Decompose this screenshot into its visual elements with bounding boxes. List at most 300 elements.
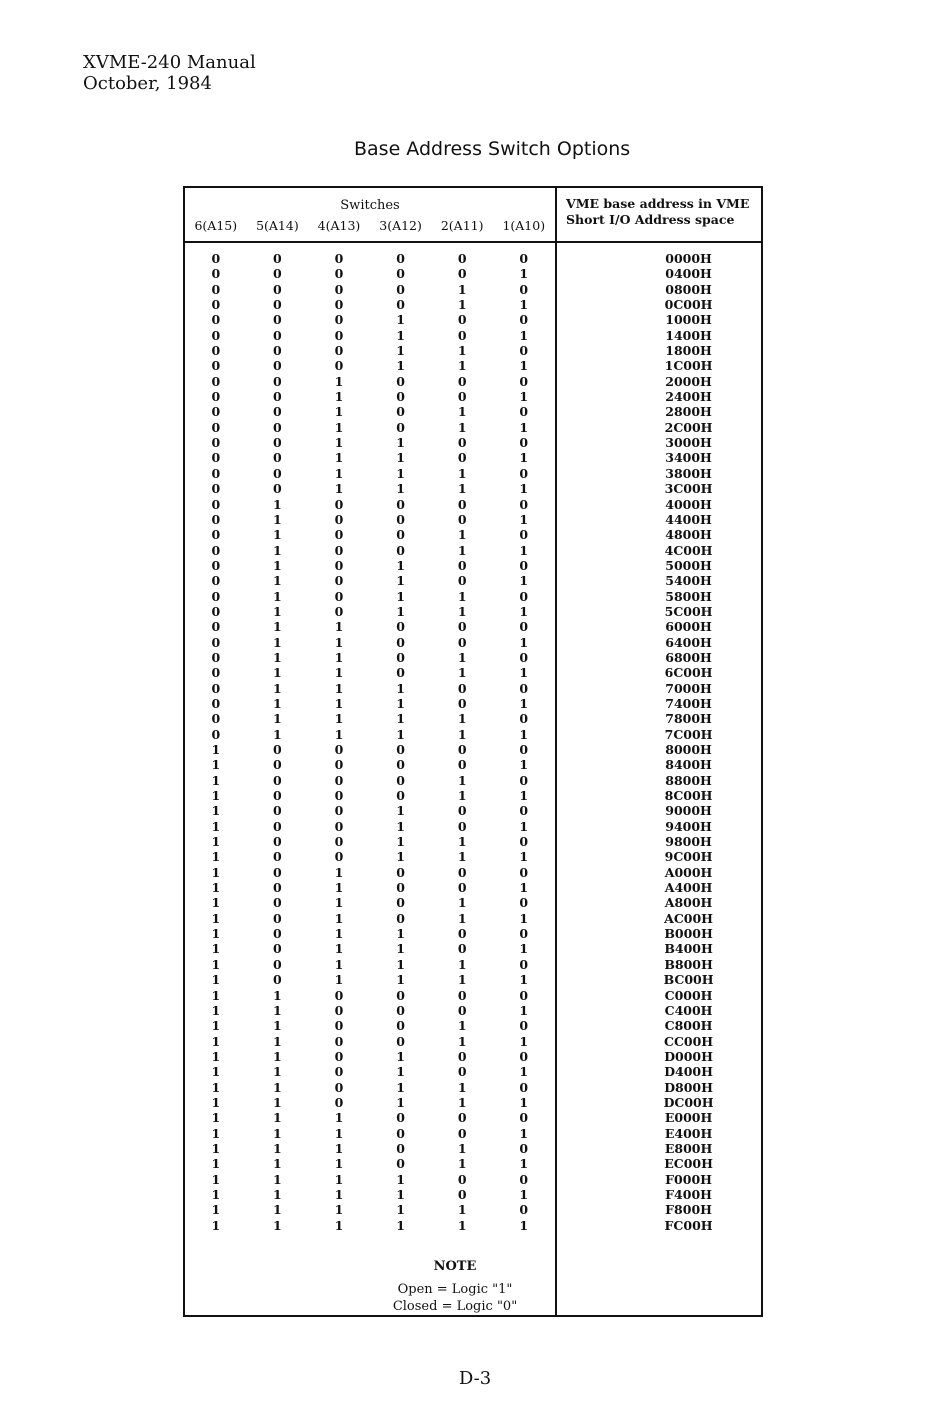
switch-value-cell: 1 bbox=[334, 419, 344, 435]
switch-value-cell: 1 bbox=[273, 542, 282, 558]
switch-value-cell: 1 bbox=[457, 1217, 467, 1233]
switch-value-cell: 0 bbox=[519, 343, 529, 359]
switch-value-cell: 0 bbox=[457, 803, 467, 819]
switch-value-cell: 0 bbox=[273, 465, 282, 481]
switch-value-cell: 1 bbox=[396, 1186, 405, 1202]
switch-value-cell: 1 bbox=[396, 588, 405, 604]
switch-value-cell: 1 bbox=[273, 1217, 282, 1233]
switch-value-cell: 1 bbox=[457, 603, 467, 619]
table-row bbox=[185, 266, 761, 281]
switch-value-cell: 1 bbox=[273, 1002, 282, 1018]
address-cell: 4000H bbox=[665, 496, 712, 512]
switch-value-cell: 1 bbox=[519, 818, 529, 834]
switch-value-cell: 0 bbox=[519, 834, 529, 850]
address-cell: A400H bbox=[664, 880, 713, 896]
switch-value-cell: 0 bbox=[273, 251, 282, 266]
switch-value-cell: 1 bbox=[211, 941, 221, 957]
switch-value-cell: 0 bbox=[211, 419, 221, 435]
switch-value-cell: 1 bbox=[519, 1002, 529, 1018]
address-cell: 9400H bbox=[665, 818, 712, 834]
switch-value-cell: 1 bbox=[334, 1156, 344, 1172]
switch-value-cell: 0 bbox=[273, 358, 282, 374]
switch-value-cell: 0 bbox=[396, 266, 405, 282]
switch-value-cell: 0 bbox=[396, 619, 405, 635]
switch-value-cell: 0 bbox=[457, 1186, 467, 1202]
switch-value-cell: 1 bbox=[211, 926, 221, 942]
switch-value-cell: 1 bbox=[334, 1186, 344, 1202]
switch-value-cell: 0 bbox=[273, 972, 282, 988]
address-cell: 3000H bbox=[665, 435, 712, 451]
switch-value-cell: 0 bbox=[457, 511, 467, 527]
table-row bbox=[185, 328, 761, 343]
switch-value-cell: 1 bbox=[519, 972, 529, 988]
switch-value-cell: 1 bbox=[457, 542, 467, 558]
switch-value-cell: 0 bbox=[519, 864, 529, 880]
switch-value-cell: 1 bbox=[457, 665, 467, 681]
switch-value-cell: 1 bbox=[334, 373, 344, 389]
switch-value-cell: 1 bbox=[396, 941, 405, 957]
switch-value-cell: 0 bbox=[519, 711, 529, 727]
switch-value-cell: 1 bbox=[273, 695, 282, 711]
table-row bbox=[185, 1049, 761, 1064]
switch-value-cell: 0 bbox=[334, 542, 344, 558]
table-row bbox=[185, 1156, 761, 1171]
switch-value-cell: 1 bbox=[519, 450, 529, 466]
switch-value-cell: 1 bbox=[334, 465, 344, 481]
switch-value-cell: 1 bbox=[519, 327, 529, 343]
address-cell: 7000H bbox=[665, 680, 712, 696]
switch-value-cell: 0 bbox=[211, 312, 221, 328]
table-row bbox=[185, 849, 761, 864]
address-cell: A000H bbox=[664, 864, 713, 880]
switch-value-cell: 1 bbox=[457, 1140, 467, 1156]
switch-value-cell: 1 bbox=[519, 542, 529, 558]
switch-value-cell: 1 bbox=[519, 358, 529, 374]
switch-value-cell: 0 bbox=[457, 435, 467, 451]
address-cell: CC00H bbox=[664, 1033, 714, 1049]
switch-value-cell: 1 bbox=[211, 834, 221, 850]
switch-value-cell: 1 bbox=[519, 788, 529, 804]
switch-value-cell: 1 bbox=[396, 327, 405, 343]
switch-value-cell: 0 bbox=[519, 281, 529, 297]
switch-value-cell: 1 bbox=[211, 956, 221, 972]
address-cell: 0C00H bbox=[664, 297, 713, 313]
switch-value-cell: 0 bbox=[211, 389, 221, 405]
address-cell: 7400H bbox=[665, 695, 712, 711]
switch-value-cell: 0 bbox=[396, 757, 405, 773]
switch-value-cell: 1 bbox=[519, 880, 529, 896]
switch-value-cell: 1 bbox=[396, 1079, 405, 1095]
switch-value-cell: 0 bbox=[396, 281, 405, 297]
switch-value-cell: 1 bbox=[334, 972, 344, 988]
switch-value-cell: 0 bbox=[457, 680, 467, 696]
table-row bbox=[185, 895, 761, 910]
switch-value-cell: 1 bbox=[519, 266, 529, 282]
switch-value-cell: 0 bbox=[396, 649, 405, 665]
switch-value-cell: 0 bbox=[334, 251, 344, 266]
address-cell: 3C00H bbox=[664, 481, 713, 497]
address-cell: 1000H bbox=[665, 312, 712, 328]
table-row bbox=[185, 650, 761, 665]
switch-value-cell: 0 bbox=[211, 711, 221, 727]
switch-value-cell: 0 bbox=[273, 419, 282, 435]
switch-value-cell: 0 bbox=[334, 281, 344, 297]
switch-value-cell: 0 bbox=[211, 665, 221, 681]
address-cell: AC00H bbox=[664, 910, 713, 926]
switch-value-cell: 0 bbox=[457, 327, 467, 343]
switch-value-cell: 1 bbox=[334, 435, 344, 451]
table-row bbox=[185, 834, 761, 849]
switch-value-cell: 0 bbox=[519, 1202, 529, 1218]
switch-value-cell: 1 bbox=[396, 435, 405, 451]
switch-value-cell: 1 bbox=[334, 956, 344, 972]
switch-value-cell: 0 bbox=[457, 1048, 467, 1064]
switch-value-cell: 0 bbox=[334, 818, 344, 834]
switch-value-cell: 1 bbox=[519, 849, 529, 865]
switch-value-cell: 1 bbox=[396, 557, 405, 573]
switch-value-cell: 0 bbox=[396, 511, 405, 527]
switch-value-cell: 0 bbox=[457, 1125, 467, 1141]
address-cell: 4400H bbox=[665, 511, 712, 527]
switch-value-cell: 1 bbox=[457, 910, 467, 926]
table-row bbox=[185, 404, 761, 419]
column-header: 2(A11) bbox=[440, 218, 484, 233]
table-row bbox=[185, 1034, 761, 1049]
address-cell: 8C00H bbox=[664, 788, 713, 804]
switch-value-cell: 1 bbox=[334, 1217, 344, 1233]
address-cell: 5000H bbox=[665, 557, 712, 573]
address-cell: F800H bbox=[665, 1202, 712, 1218]
switch-value-cell: 0 bbox=[396, 1033, 405, 1049]
switch-value-cell: 0 bbox=[396, 1125, 405, 1141]
switch-value-cell: 1 bbox=[457, 972, 467, 988]
switch-value-cell: 1 bbox=[334, 941, 344, 957]
switch-value-cell: 0 bbox=[273, 757, 282, 773]
address-cell: 4C00H bbox=[664, 542, 713, 558]
switch-value-cell: 0 bbox=[519, 496, 529, 512]
switch-value-cell: 0 bbox=[519, 649, 529, 665]
switch-value-cell: 0 bbox=[211, 695, 221, 711]
switch-value-cell: 0 bbox=[211, 266, 221, 282]
address-cell: FC00H bbox=[664, 1217, 713, 1233]
table-row bbox=[185, 1172, 761, 1187]
switch-options-table bbox=[183, 186, 763, 1317]
switch-value-cell: 1 bbox=[334, 695, 344, 711]
switch-value-cell: 0 bbox=[457, 818, 467, 834]
switch-value-cell: 0 bbox=[519, 465, 529, 481]
switch-value-cell: 0 bbox=[519, 1048, 529, 1064]
switch-value-cell: 0 bbox=[273, 956, 282, 972]
table-row bbox=[185, 773, 761, 788]
address-cell: 3800H bbox=[665, 465, 712, 481]
switch-value-cell: 1 bbox=[334, 864, 344, 880]
switch-value-cell: 0 bbox=[334, 1079, 344, 1095]
switch-value-cell: 0 bbox=[457, 634, 467, 650]
switch-value-cell: 0 bbox=[334, 557, 344, 573]
switch-value-cell: 1 bbox=[211, 1202, 221, 1218]
switch-value-cell: 1 bbox=[334, 389, 344, 405]
address-column-header: VME base address in VME Short I/O Address space bbox=[566, 196, 750, 227]
address-cell: E000H bbox=[664, 1110, 713, 1126]
switch-value-cell: 1 bbox=[457, 281, 467, 297]
address-cell: 9C00H bbox=[664, 849, 713, 865]
switch-value-cell: 0 bbox=[457, 373, 467, 389]
switch-value-cell: 0 bbox=[396, 910, 405, 926]
table-row bbox=[185, 619, 761, 634]
switch-value-cell: 0 bbox=[334, 573, 344, 589]
address-cell: 2C00H bbox=[664, 419, 713, 435]
switch-value-cell: 0 bbox=[334, 527, 344, 543]
switch-value-cell: 0 bbox=[334, 1064, 344, 1080]
switch-value-cell: 0 bbox=[211, 251, 221, 266]
switch-value-cell: 0 bbox=[457, 941, 467, 957]
switch-value-cell: 0 bbox=[457, 987, 467, 1003]
switch-value-cell: 0 bbox=[519, 373, 529, 389]
switch-value-cell: 1 bbox=[396, 450, 405, 466]
switch-value-cell: 0 bbox=[211, 542, 221, 558]
switch-value-cell: 1 bbox=[334, 726, 344, 742]
switch-value-cell: 0 bbox=[457, 695, 467, 711]
table-row bbox=[185, 512, 761, 527]
switch-value-cell: 0 bbox=[334, 987, 344, 1003]
switch-value-cell: 0 bbox=[519, 926, 529, 942]
switch-value-cell: 1 bbox=[334, 1125, 344, 1141]
switch-value-cell: 0 bbox=[273, 312, 282, 328]
switch-value-cell: 1 bbox=[273, 1079, 282, 1095]
table-row bbox=[185, 1110, 761, 1125]
switch-value-cell: 0 bbox=[519, 1140, 529, 1156]
switch-value-cell: 1 bbox=[334, 1140, 344, 1156]
switch-value-cell: 0 bbox=[334, 1018, 344, 1034]
switch-value-cell: 1 bbox=[457, 1079, 467, 1095]
switch-value-cell: 1 bbox=[457, 895, 467, 911]
switch-value-cell: 0 bbox=[396, 527, 405, 543]
address-cell: 4800H bbox=[665, 527, 712, 543]
switch-value-cell: 0 bbox=[273, 297, 282, 313]
page-number: D-3 bbox=[458, 1368, 492, 1389]
switch-value-cell: 1 bbox=[211, 910, 221, 926]
table-row bbox=[185, 297, 761, 312]
switch-value-cell: 0 bbox=[457, 266, 467, 282]
switch-value-cell: 1 bbox=[273, 573, 282, 589]
switch-value-cell: 0 bbox=[273, 281, 282, 297]
switch-value-cell: 1 bbox=[396, 1171, 405, 1187]
switch-value-cell: 1 bbox=[273, 557, 282, 573]
table-row bbox=[185, 941, 761, 956]
switch-value-cell: 1 bbox=[334, 711, 344, 727]
switch-value-cell: 0 bbox=[396, 404, 405, 420]
switches-heading: Switches bbox=[340, 198, 400, 213]
switch-value-cell: 0 bbox=[396, 1140, 405, 1156]
table-row bbox=[185, 711, 761, 726]
switch-value-cell: 1 bbox=[334, 1171, 344, 1187]
table-row bbox=[185, 665, 761, 680]
switch-value-cell: 1 bbox=[211, 1002, 221, 1018]
switch-value-cell: 1 bbox=[396, 1064, 405, 1080]
switch-value-cell: 1 bbox=[457, 956, 467, 972]
address-cell: 0800H bbox=[665, 281, 712, 297]
table-row bbox=[185, 589, 761, 604]
switch-value-cell: 0 bbox=[334, 1094, 344, 1110]
switch-value-cell: 0 bbox=[211, 481, 221, 497]
switch-value-cell: 0 bbox=[519, 772, 529, 788]
switch-value-cell: 1 bbox=[211, 1186, 221, 1202]
switch-value-cell: 0 bbox=[396, 1002, 405, 1018]
switch-value-cell: 0 bbox=[519, 527, 529, 543]
switch-value-cell: 0 bbox=[457, 864, 467, 880]
switch-value-cell: 1 bbox=[211, 972, 221, 988]
switch-value-cell: 0 bbox=[334, 511, 344, 527]
switch-value-cell: 1 bbox=[457, 1202, 467, 1218]
switch-value-cell: 1 bbox=[457, 588, 467, 604]
switch-value-cell: 1 bbox=[457, 726, 467, 742]
switch-value-cell: 0 bbox=[396, 1156, 405, 1172]
switch-value-cell: 1 bbox=[519, 603, 529, 619]
switch-value-cell: 1 bbox=[273, 1033, 282, 1049]
address-cell: DC00H bbox=[663, 1094, 714, 1110]
switch-value-cell: 0 bbox=[211, 297, 221, 313]
table-row bbox=[185, 312, 761, 327]
switch-value-cell: 0 bbox=[457, 312, 467, 328]
table-row bbox=[185, 251, 761, 266]
note-title: NOTE bbox=[433, 1259, 477, 1274]
switch-value-cell: 1 bbox=[211, 1217, 221, 1233]
switch-value-cell: 0 bbox=[457, 926, 467, 942]
manual-title: XVME-240 Manual bbox=[83, 52, 256, 73]
switch-value-cell: 0 bbox=[519, 588, 529, 604]
address-cell: B000H bbox=[664, 926, 713, 942]
switch-value-cell: 1 bbox=[211, 864, 221, 880]
table-row bbox=[185, 757, 761, 772]
address-cell: B400H bbox=[664, 941, 713, 957]
switch-value-cell: 0 bbox=[519, 557, 529, 573]
switch-value-cell: 0 bbox=[211, 573, 221, 589]
table-row bbox=[185, 788, 761, 803]
switch-value-cell: 1 bbox=[457, 772, 467, 788]
address-cell: 1800H bbox=[665, 343, 712, 359]
address-cell: 9000H bbox=[665, 803, 712, 819]
switch-value-cell: 1 bbox=[273, 987, 282, 1003]
table-body bbox=[185, 251, 761, 1233]
table-row bbox=[185, 972, 761, 987]
switch-value-cell: 0 bbox=[211, 373, 221, 389]
table-row bbox=[185, 1095, 761, 1110]
switch-value-cell: 1 bbox=[334, 619, 344, 635]
switch-value-cell: 1 bbox=[457, 419, 467, 435]
switch-value-cell: 1 bbox=[273, 649, 282, 665]
switch-value-cell: 0 bbox=[211, 726, 221, 742]
switch-value-cell: 0 bbox=[273, 435, 282, 451]
header-divider bbox=[185, 241, 761, 243]
switch-value-cell: 1 bbox=[457, 404, 467, 420]
switch-value-cell: 1 bbox=[457, 1094, 467, 1110]
table-row bbox=[185, 696, 761, 711]
switch-value-cell: 1 bbox=[457, 465, 467, 481]
switch-value-cell: 0 bbox=[273, 895, 282, 911]
switch-value-cell: 1 bbox=[457, 343, 467, 359]
switch-value-cell: 1 bbox=[273, 1156, 282, 1172]
address-cell: BC00H bbox=[663, 972, 714, 988]
address-cell: 5C00H bbox=[664, 603, 713, 619]
switch-value-cell: 1 bbox=[211, 1110, 221, 1126]
table-row bbox=[185, 1080, 761, 1095]
switch-value-cell: 0 bbox=[211, 557, 221, 573]
switch-value-cell: 0 bbox=[396, 634, 405, 650]
switch-value-cell: 0 bbox=[457, 496, 467, 512]
switch-value-cell: 1 bbox=[519, 1156, 529, 1172]
table-row bbox=[185, 450, 761, 465]
switch-value-cell: 1 bbox=[211, 757, 221, 773]
table-row bbox=[185, 1187, 761, 1202]
switch-value-cell: 0 bbox=[457, 757, 467, 773]
switch-value-cell: 1 bbox=[334, 665, 344, 681]
switch-value-cell: 0 bbox=[273, 864, 282, 880]
switch-value-cell: 1 bbox=[457, 711, 467, 727]
table-row bbox=[185, 727, 761, 742]
switch-value-cell: 0 bbox=[211, 327, 221, 343]
switch-value-cell: 0 bbox=[211, 450, 221, 466]
switch-value-cell: 1 bbox=[334, 404, 344, 420]
switch-value-cell: 1 bbox=[334, 880, 344, 896]
switch-value-cell: 1 bbox=[334, 1202, 344, 1218]
address-cell: 8400H bbox=[665, 757, 712, 773]
switch-value-cell: 1 bbox=[457, 527, 467, 543]
switch-value-cell: 1 bbox=[519, 757, 529, 773]
switch-value-cell: 1 bbox=[334, 680, 344, 696]
switch-value-cell: 0 bbox=[334, 358, 344, 374]
switch-value-cell: 1 bbox=[273, 1094, 282, 1110]
column-header: 5(A14) bbox=[256, 218, 299, 233]
switch-value-cell: 1 bbox=[519, 1094, 529, 1110]
switch-value-cell: 1 bbox=[273, 1171, 282, 1187]
switch-value-cell: 0 bbox=[334, 1048, 344, 1064]
switch-value-cell: 1 bbox=[211, 788, 221, 804]
switch-value-cell: 1 bbox=[273, 1048, 282, 1064]
switch-value-cell: 0 bbox=[457, 1064, 467, 1080]
switch-value-cell: 0 bbox=[273, 389, 282, 405]
switch-value-cell: 1 bbox=[396, 358, 405, 374]
address-cell: 2000H bbox=[665, 373, 712, 389]
switch-value-cell: 0 bbox=[273, 834, 282, 850]
switch-value-cell: 1 bbox=[519, 910, 529, 926]
address-cell: D000H bbox=[664, 1048, 713, 1064]
switch-value-cell: 1 bbox=[273, 1018, 282, 1034]
address-cell: D800H bbox=[664, 1079, 713, 1095]
switch-value-cell: 1 bbox=[211, 987, 221, 1003]
switch-value-cell: 0 bbox=[273, 818, 282, 834]
switch-value-cell: 1 bbox=[457, 649, 467, 665]
switch-value-cell: 0 bbox=[519, 742, 529, 757]
switch-value-cell: 1 bbox=[519, 1186, 529, 1202]
table-row bbox=[185, 435, 761, 450]
table-row bbox=[185, 358, 761, 373]
switch-value-cell: 0 bbox=[457, 557, 467, 573]
switch-value-cell: 0 bbox=[273, 910, 282, 926]
switch-value-cell: 0 bbox=[334, 312, 344, 328]
switch-value-cell: 1 bbox=[396, 573, 405, 589]
switch-value-cell: 0 bbox=[334, 588, 344, 604]
switch-value-cell: 0 bbox=[396, 880, 405, 896]
switch-value-cell: 0 bbox=[211, 465, 221, 481]
switch-value-cell: 1 bbox=[334, 634, 344, 650]
switch-value-cell: 0 bbox=[396, 419, 405, 435]
switch-value-cell: 1 bbox=[273, 1140, 282, 1156]
switch-value-cell: 0 bbox=[273, 742, 282, 757]
switch-value-cell: 1 bbox=[519, 1125, 529, 1141]
switch-value-cell: 1 bbox=[211, 742, 221, 757]
switch-value-cell: 0 bbox=[457, 1110, 467, 1126]
switch-value-cell: 0 bbox=[457, 389, 467, 405]
